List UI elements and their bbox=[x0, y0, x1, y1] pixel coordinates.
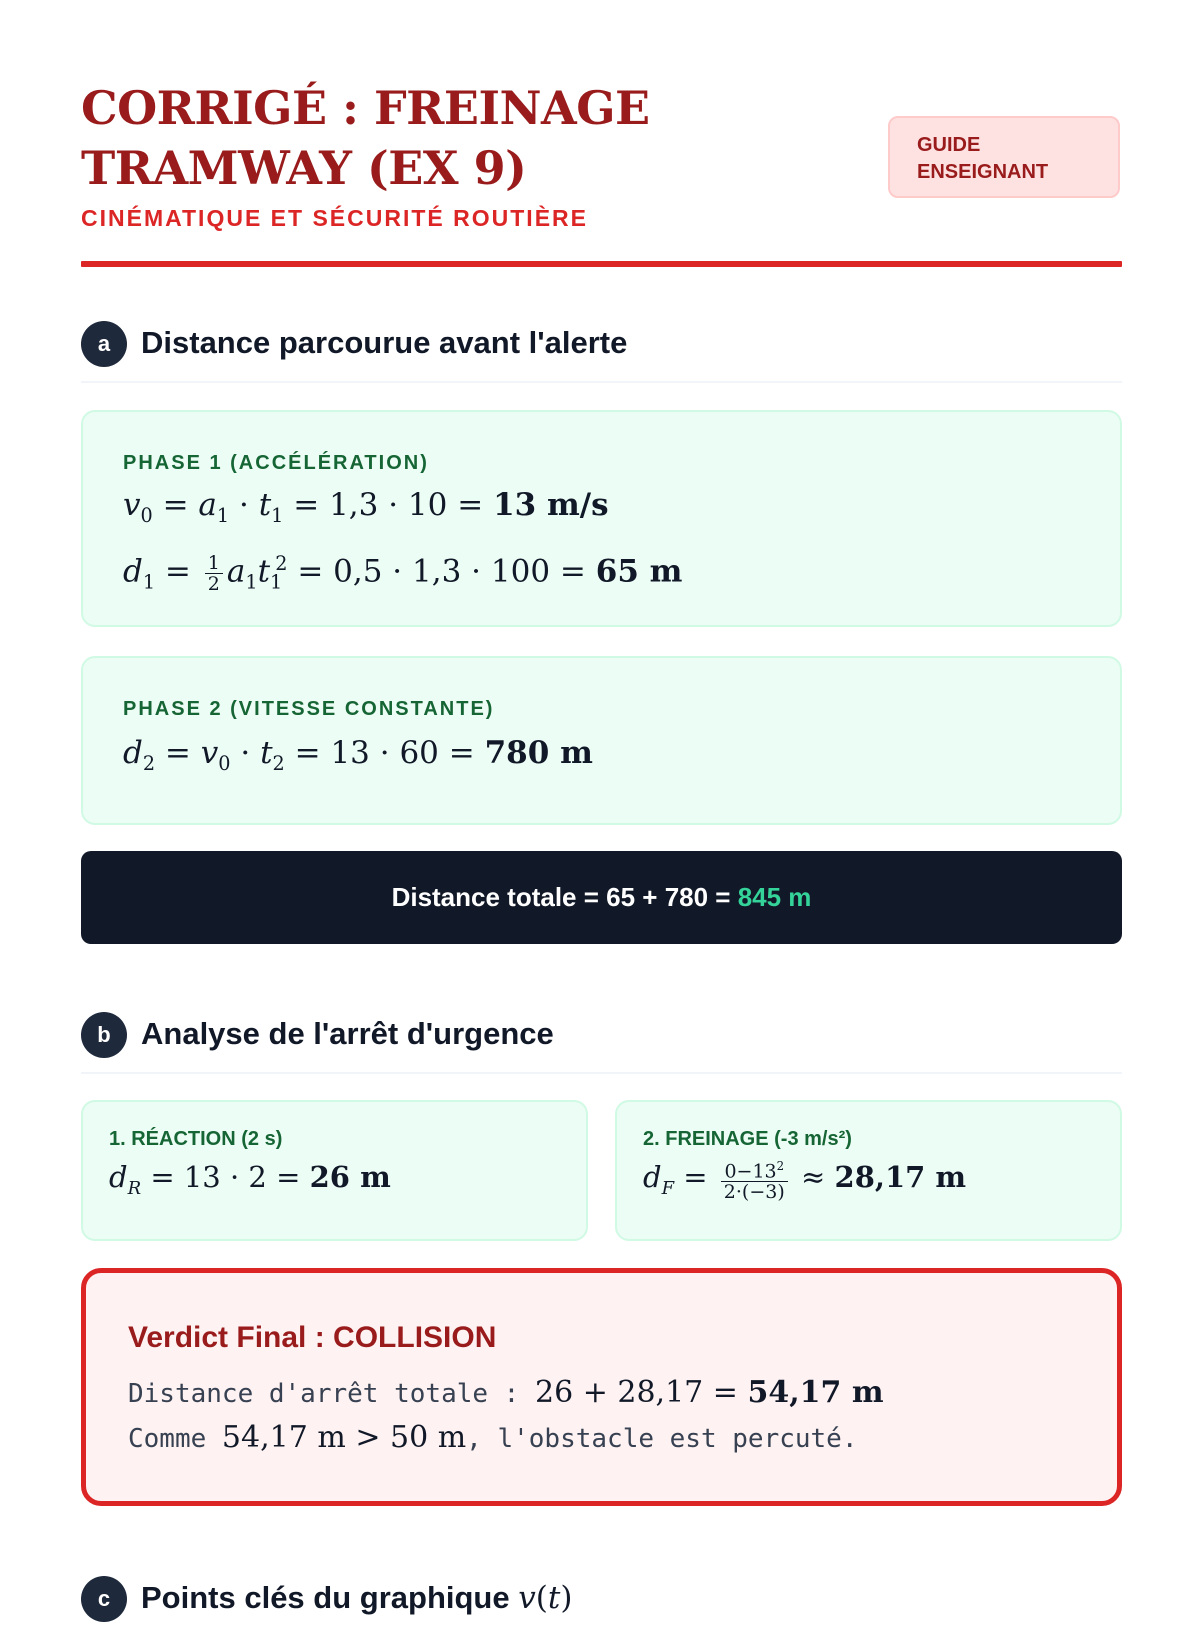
phase1-equation-speed: $v_0 = a_1 \cdot t_1 = 1,3 \cdot 10 = 13$ m/s bbox=[123, 487, 609, 528]
section-a-header bbox=[81, 321, 1122, 381]
braking-result: 28,17 m bbox=[834, 1160, 967, 1194]
verdict-line2-text-b: , l'obstacle est percuté. bbox=[466, 1424, 858, 1454]
section-c-header bbox=[81, 1576, 1122, 1636]
verdict-title: Verdict Final : COLLISION bbox=[128, 1321, 497, 1354]
section-a-letter: a bbox=[81, 321, 127, 367]
braking-equation: $d_F$ = $\frac{0-13^2}{2\cdot(-3)}$ ≈ 28,17 m bbox=[643, 1153, 1094, 1213]
reaction-label: 1. RÉACTION (2 s) bbox=[109, 1128, 283, 1150]
phase1-distance-values: 0,5 · 1,3 · 100 bbox=[333, 553, 551, 590]
phase2-values: 13 · 60 bbox=[330, 735, 439, 771]
section-b-title: Analyse de l'arrêt d'urgence bbox=[141, 1016, 554, 1051]
phase1-label: PHASE 1 (ACCÉLÉRATION) bbox=[123, 452, 429, 474]
total-distance-value: 845 m bbox=[737, 882, 812, 912]
verdict-line1-result: 54,17 m bbox=[747, 1375, 884, 1410]
reaction-box bbox=[81, 1100, 588, 1241]
section-b-divider bbox=[81, 1072, 1122, 1074]
phase2-equation: $d_2 = v_0 \cdot t_2 = 13 \cdot 60 = 780$ m bbox=[123, 735, 593, 776]
section-c-title: Points clés du graphique v(t) bbox=[141, 1580, 573, 1616]
phase1-speed-values: 1,3 · 10 bbox=[329, 487, 448, 523]
reaction-result: 26 m bbox=[309, 1160, 391, 1194]
section-b-letter: b bbox=[81, 1012, 127, 1058]
braking-label: 2. FREINAGE (-3 m/s²) bbox=[643, 1128, 852, 1150]
section-c-letter: c bbox=[81, 1576, 127, 1622]
verdict-line2-values: 54,17 m > 50 m bbox=[221, 1420, 467, 1455]
phase1-distance-result: 65 m bbox=[595, 553, 683, 590]
verdict-box bbox=[81, 1268, 1122, 1506]
reaction-values: 13 · 2 bbox=[183, 1160, 267, 1194]
section-a-title: Distance parcourue avant l'alerte bbox=[141, 325, 628, 360]
verdict-line2-text-a: Comme bbox=[128, 1424, 222, 1454]
phase1-speed-result: 13 m/s bbox=[493, 487, 609, 523]
braking-box bbox=[615, 1100, 1122, 1241]
phase2-result: 780 m bbox=[484, 735, 593, 771]
teacher-guide-badge: GUIDE ENSEIGNANT bbox=[888, 116, 1120, 198]
reaction-equation: $d_R = 13 \cdot 2 = 26$ m bbox=[109, 1160, 391, 1199]
verdict-line1-text: Distance d'arrêt totale : bbox=[128, 1379, 535, 1409]
verdict-line-total bbox=[128, 1371, 1075, 1416]
verdict-line-conclusion bbox=[128, 1416, 1075, 1461]
phase1-equation-distance: $d_1$ = $\frac{1}{2}$ $a_1t_1^2 = 0,5 \cdot 1,3 \cdot 100 = 65$ m bbox=[123, 551, 683, 595]
page-subtitle: CINÉMATIQUE ET SÉCURITÉ ROUTIÈRE bbox=[81, 205, 588, 231]
header-divider bbox=[81, 261, 1122, 267]
page-title: CORRIGÉ : FREINAGE TRAMWAY (EX 9) bbox=[81, 81, 650, 195]
section-a-divider bbox=[81, 381, 1122, 383]
section-c-title-text: Points clés du graphique bbox=[141, 1580, 519, 1615]
total-distance-text: Distance totale = 65 + 780 = bbox=[391, 882, 738, 912]
total-distance-bar bbox=[81, 851, 1122, 944]
phase2-box bbox=[81, 656, 1122, 825]
phase1-box bbox=[81, 410, 1122, 627]
phase2-label: PHASE 2 (VITESSE CONSTANTE) bbox=[123, 698, 495, 720]
verdict-line1-values: 26 + 28,17 = bbox=[535, 1375, 748, 1410]
section-b-header bbox=[81, 1012, 1122, 1072]
